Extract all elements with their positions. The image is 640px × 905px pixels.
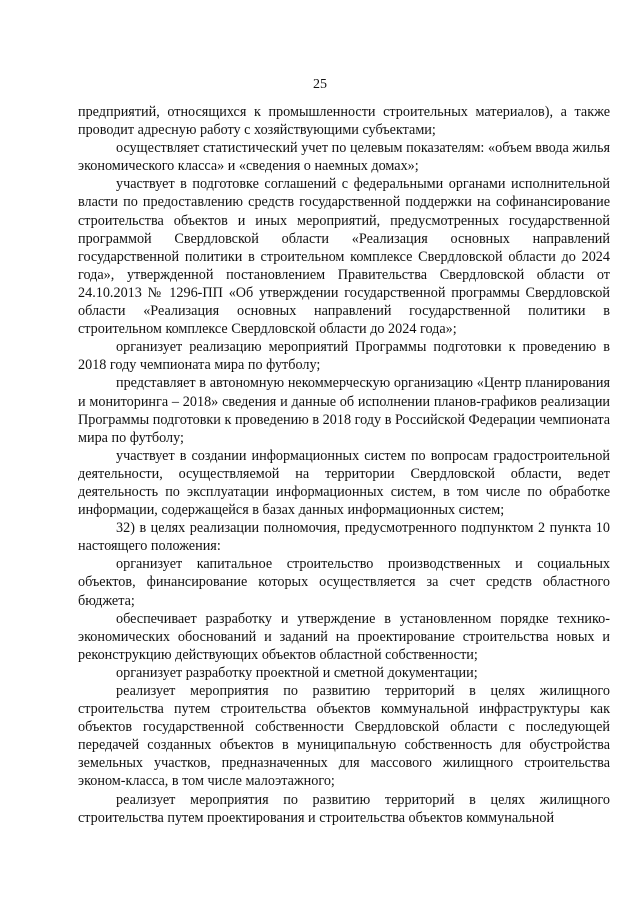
document-body [78,103,610,827]
paragraph-feasibility-studies: обеспечивает разработку и утверждение в установленном порядке технико-экономических обоснований и заданий на проектирование строительства новых и реконструкцию действующих объектов областной собственности; [78,610,610,663]
paragraph-statistical-accounting: осуществляет статистический учет по целевым показателям: «объем ввода жилья экономического класса» и «сведения о наемных домах»; [78,140,610,175]
paragraph-information-systems: участвует в создании информационных систем по вопросам градостроительной деятельности, осуществляемой на территории Свердловской области, ведет деятельность по эксплуатации информационных систем, в том числе по обработке информации, содержащейся в базах данных информационных систем; [78,447,610,519]
paragraph-continuation: предприятий, относящихся к промышленности строительных материалов), а также проводит адресную работу с хозяйствующими субъектами; [78,104,610,139]
paragraph-capital-construction: организует капитальное строительство производственных и социальных объектов, финансирование которых осуществляется за счет средств областного бюджета; [78,556,610,609]
paragraph-federal-agreements: участвует в подготовке соглашений с федеральными органами исполнительной власти по предоставлению средств государственной поддержки на софинансирование строительства объектов и иных мероприятий, предусмотренных государственной программой Свердловской области «Реализация основных направлений государственной политики в строительном комплексе Свердловской области до 2024 года», утвержденной постановлением Правительства Свердловской области от 24.10.2013 № 1296-ПП «Об утверждении государственной программы Свердловской области «Реализация основных направлений государственной политики в строительном комплексе Свердловской области до 2024 года»; [78,176,610,338]
paragraph-monitoring-center: представляет в автономную некоммерческую организацию «Центр планирования и мониторинга – 2018» сведения и данные об исполнении планов-графиков реализации Программы подготовки к проведению в 2018 году в Российской Федерации чемпионата мира по футболу; [78,375,610,446]
paragraph-territory-development-construction: реализует мероприятия по развитию территорий в целях жилищного строительства путем строительства объектов коммунальной инфраструктуры как объектов государственной собственности Свердловской области с последующей передачей созданных объектов в муниципальную собственность для обустройства земельных участков, предназначенных для массового жилищного строительства эконом-класса, в том числе малоэтажного; [78,683,610,790]
paragraph-world-cup-program: организует реализацию мероприятий Программы подготовки к проведению в 2018 году чемпионата мира по футболу; [78,339,610,374]
paragraph-item-32: 32) в целях реализации полномочия, предусмотренного подпунктом 2 пункта 10 настоящего положения: [78,520,610,555]
paragraph-design-documentation: организует разработку проектной и сметной документации; [116,664,478,681]
paragraph-territory-development-design: реализует мероприятия по развитию территорий в целях жилищного строительства путем проектирования и строительства объектов коммунальной [78,791,610,826]
page-number: 25 [313,77,327,92]
